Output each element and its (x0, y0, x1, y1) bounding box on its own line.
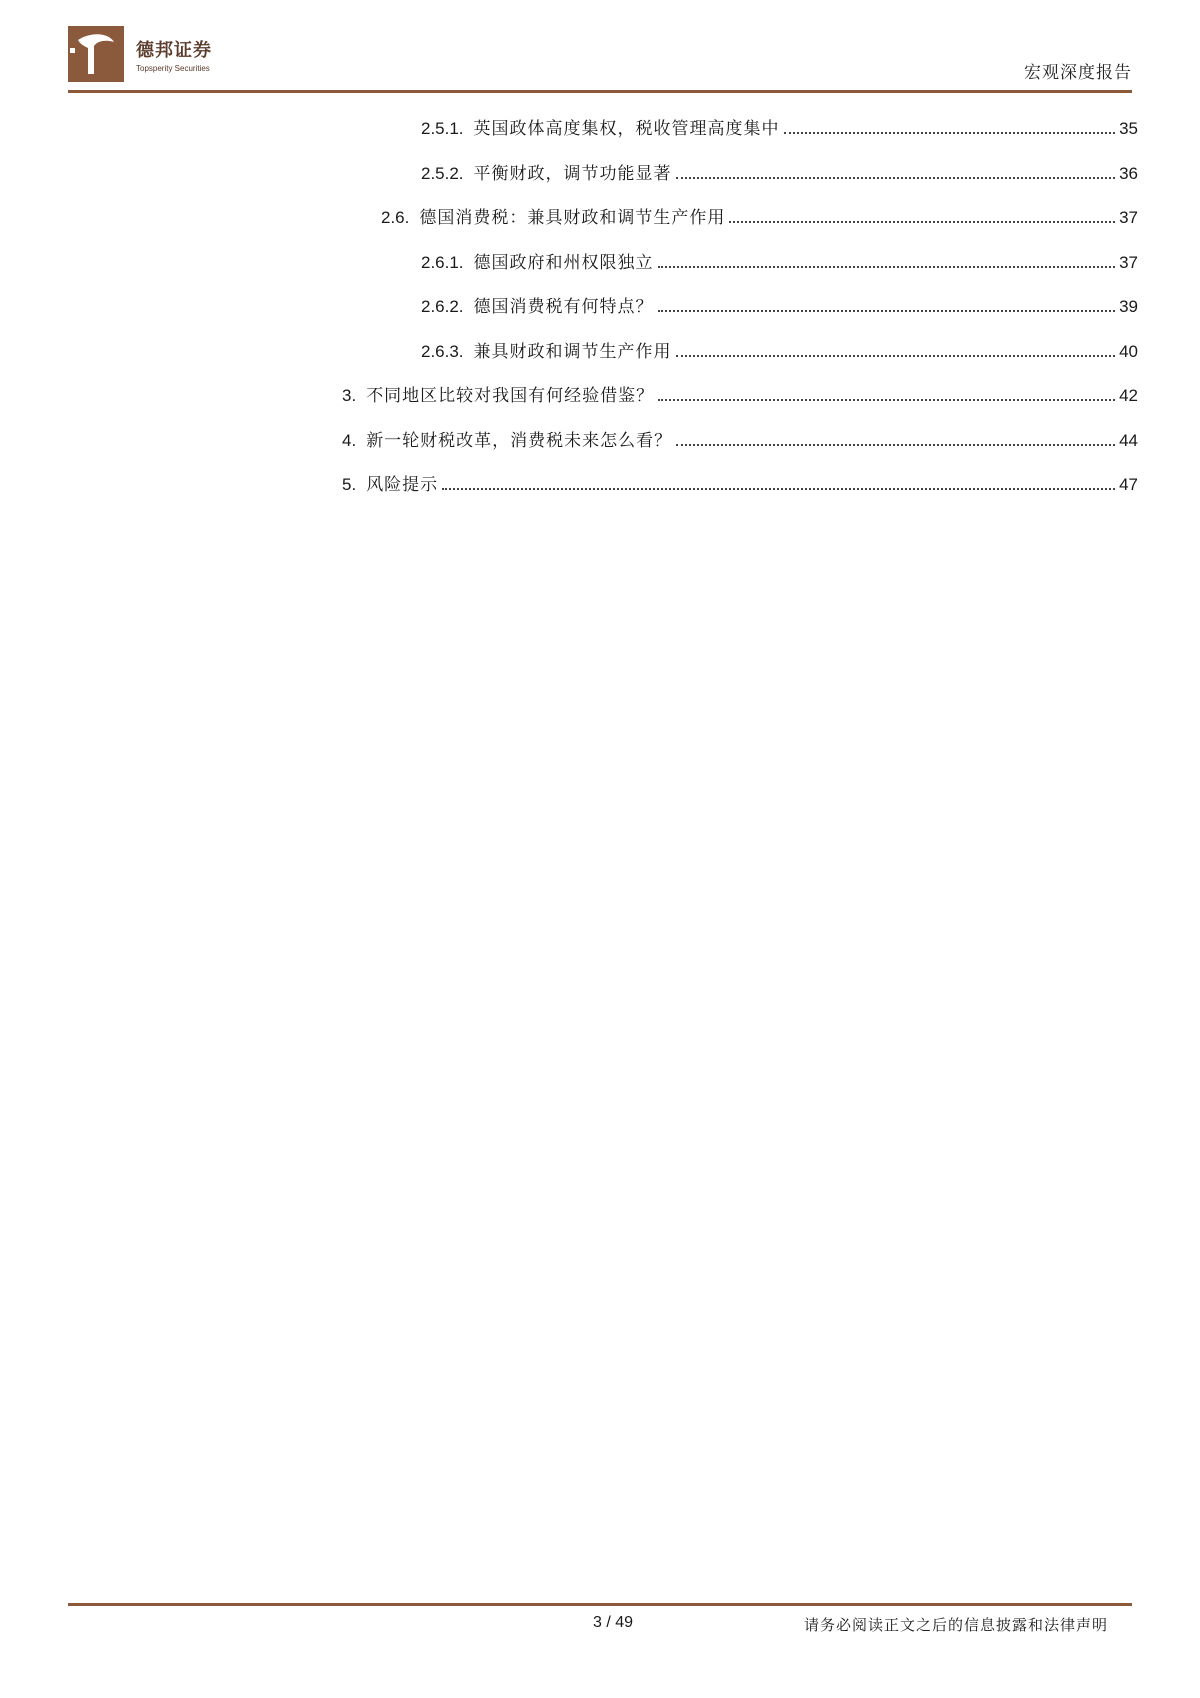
toc-number: 5. (342, 475, 357, 494)
toc-number: 2.5.1. (421, 119, 464, 138)
disclaimer-text: 请务必阅读正文之后的信息披露和法律声明 (803, 1616, 1108, 1634)
page-indicator: 3 / 49 (593, 1614, 634, 1631)
toc-entry[interactable] (421, 292, 1138, 318)
logo-icon (68, 26, 124, 82)
toc-number: 3. (342, 386, 357, 405)
toc-number: 4. (342, 431, 357, 450)
toc-entry[interactable] (381, 203, 1138, 229)
page-header (0, 0, 1200, 100)
toc-entry[interactable] (342, 381, 1138, 407)
toc-page: 36 (1119, 164, 1138, 183)
toc-number: 2.6. (381, 208, 410, 227)
toc-title: 平衡财政，调节功能显著 (473, 164, 672, 184)
report-type: 宏观深度报告 (1024, 63, 1132, 83)
company-name-en: Topsperity Securities (136, 63, 210, 73)
toc-leader (676, 443, 1115, 446)
company-name-cn: 德邦证券 (136, 39, 212, 61)
toc-leader (729, 220, 1115, 223)
toc-page: 39 (1119, 297, 1138, 316)
toc-title: 兼具财政和调节生产作用 (473, 342, 672, 362)
toc-page: 42 (1119, 386, 1138, 405)
toc-title: 风险提示 (366, 475, 439, 495)
toc-leader (676, 354, 1116, 357)
toc-page: 35 (1119, 119, 1138, 138)
toc-number: 2.6.2. (421, 297, 464, 316)
toc-number: 2.6.3. (421, 342, 464, 361)
toc-leader (442, 487, 1115, 490)
toc-number: 2.5.2. (421, 164, 464, 183)
toc-title: 英国政体高度集权，税收管理高度集中 (473, 119, 780, 139)
toc-entry[interactable] (342, 470, 1138, 496)
toc-title: 德国消费税：兼具财政和调节生产作用 (419, 208, 726, 228)
toc-page: 37 (1119, 208, 1138, 227)
toc-page: 40 (1119, 342, 1138, 361)
toc-title: 不同地区比较对我国有何经验借鉴？ (366, 386, 655, 406)
toc-page: 37 (1119, 253, 1138, 272)
toc-leader (784, 131, 1116, 134)
toc-number: 2.6.1. (421, 253, 464, 272)
footer-divider (68, 1603, 1132, 1606)
toc-entry[interactable] (421, 248, 1138, 274)
toc-leader (658, 309, 1116, 312)
toc-entry[interactable] (421, 159, 1138, 185)
toc-leader (676, 176, 1116, 179)
company-logo (68, 26, 212, 82)
toc-entry[interactable] (421, 114, 1138, 140)
toc-page: 44 (1119, 431, 1138, 450)
toc-entry[interactable] (342, 426, 1138, 452)
toc-title: 德国消费税有何特点？ (473, 297, 654, 317)
toc-leader (658, 265, 1116, 268)
toc-page: 47 (1119, 475, 1138, 494)
toc-title: 德国政府和州权限独立 (473, 253, 654, 273)
header-divider (68, 90, 1132, 93)
toc-title: 新一轮财税改革，消费税未来怎么看？ (366, 431, 673, 451)
toc-leader (658, 398, 1115, 401)
toc-entry[interactable] (421, 337, 1138, 363)
